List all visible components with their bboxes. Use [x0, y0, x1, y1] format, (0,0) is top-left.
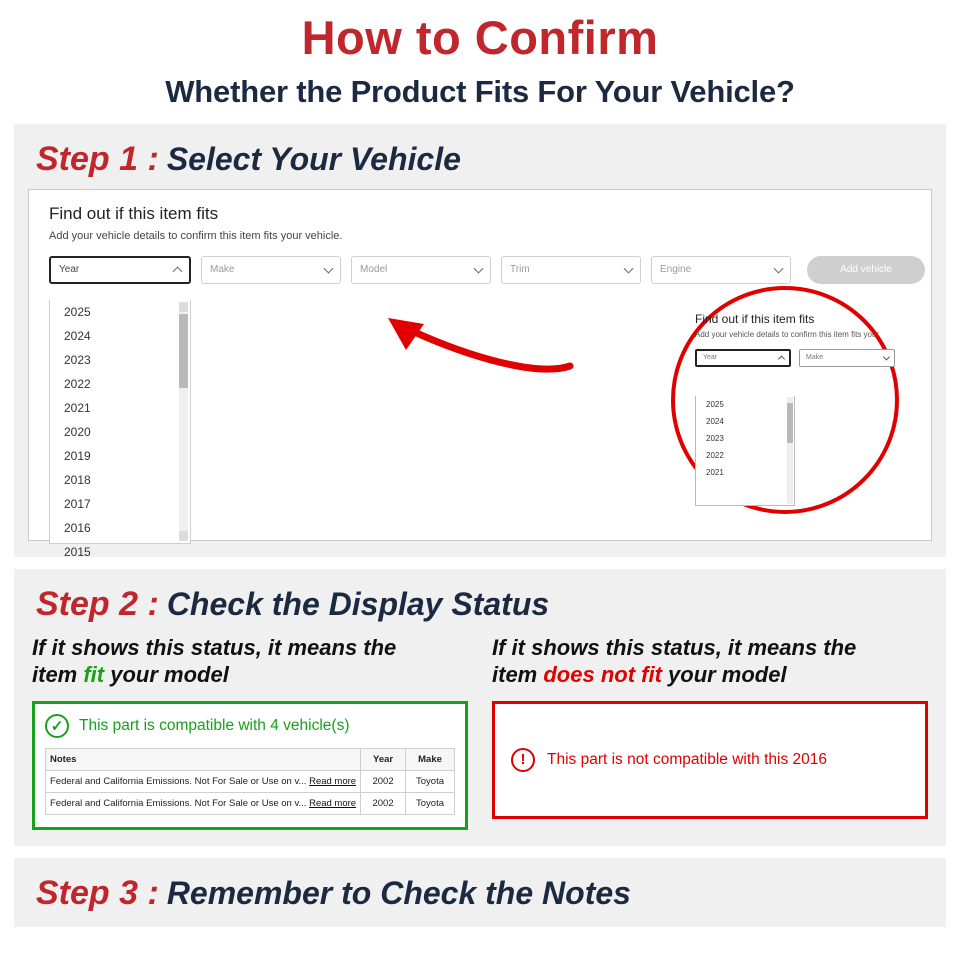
step-3-block — [14, 858, 946, 927]
year-select-label: Year — [59, 264, 80, 276]
list-item[interactable]: 2023 — [706, 433, 724, 443]
list-item[interactable]: 2018 — [64, 472, 91, 487]
magnified-panel-subtitle: Add your vehicle details to confirm this item fits your — [695, 329, 880, 339]
not-fit-heading-post: your model — [661, 662, 787, 688]
fit-heading-post: your model — [104, 662, 229, 688]
list-item[interactable]: 2019 — [64, 448, 91, 463]
compatible-status-box — [32, 701, 468, 830]
make-select[interactable] — [201, 256, 341, 284]
magnified-panel-title: Find out if this item fits — [695, 311, 815, 326]
step-3-heading — [28, 868, 932, 913]
read-more-link[interactable]: Read more — [309, 797, 357, 809]
list-item[interactable]: 2020 — [64, 424, 91, 439]
not-fit-heading-pre: item — [492, 662, 544, 688]
list-item[interactable]: 2022 — [706, 450, 724, 460]
chevron-up-icon — [173, 266, 183, 276]
magnified-view — [671, 286, 899, 514]
fit-column-heading — [32, 634, 468, 689]
magnified-make-select[interactable] — [799, 349, 895, 367]
table-row — [46, 770, 455, 792]
trim-select[interactable] — [501, 256, 641, 284]
not-fit-heading-emphasis: does not fit — [543, 662, 662, 688]
fit-heading-line-2 — [32, 661, 468, 689]
check-circle-icon: ✓ — [45, 714, 69, 738]
engine-select[interactable] — [651, 256, 791, 284]
vehicle-selector-row — [29, 242, 931, 284]
list-item[interactable]: 2016 — [64, 520, 91, 535]
cell-notes — [46, 770, 361, 792]
not-compatible-status-box — [492, 701, 928, 819]
page-subtitle: Whether the Product Fits For Your Vehicle? — [165, 73, 795, 109]
not-fit-column — [492, 634, 928, 830]
fitment-panel-title: Find out if this item fits — [49, 203, 219, 223]
list-item[interactable]: 2015 — [64, 544, 91, 559]
make-select-label: Make — [210, 264, 235, 276]
compatibility-table — [45, 748, 455, 815]
year-select[interactable] — [49, 256, 191, 284]
list-item[interactable]: 2017 — [64, 496, 91, 511]
list-item[interactable]: 2021 — [64, 400, 91, 415]
not-fit-heading-line-2 — [492, 661, 928, 689]
fit-heading-pre: item — [32, 662, 84, 688]
step-2-heading — [28, 579, 932, 634]
step-2-title: Check the Display Status — [166, 585, 550, 622]
chevron-down-icon — [324, 263, 334, 273]
engine-select-label: Engine — [660, 264, 692, 276]
cell-make: Toyota — [406, 770, 455, 792]
compatible-message: This part is compatible with 4 vehicle(s) — [79, 716, 350, 734]
column-header-notes: Notes — [46, 748, 361, 770]
chevron-up-icon — [778, 355, 785, 362]
column-header-year: Year — [361, 748, 406, 770]
magnified-year-select[interactable] — [695, 349, 791, 367]
chevron-down-icon — [624, 263, 634, 273]
list-item[interactable]: 2021 — [706, 467, 724, 477]
list-item[interactable]: 2024 — [64, 328, 91, 343]
status-columns — [28, 634, 932, 830]
pointer-arrow-icon — [384, 308, 574, 378]
step-3-number: Step 3 : — [36, 873, 159, 912]
fit-heading-emphasis: fit — [83, 662, 105, 688]
table-row — [46, 792, 455, 814]
read-more-link[interactable]: Read more — [309, 775, 357, 787]
cell-year: 2002 — [361, 770, 406, 792]
list-item[interactable]: 2024 — [706, 416, 724, 426]
magnified-make-label: Make — [806, 354, 824, 362]
not-fit-heading-line-1: If it shows this status, it means the — [492, 634, 857, 660]
list-item[interactable]: 2022 — [64, 376, 91, 391]
chevron-down-icon — [883, 353, 890, 360]
cell-year: 2002 — [361, 792, 406, 814]
chevron-down-icon — [774, 263, 784, 273]
dropdown-scrollbar[interactable] — [179, 302, 188, 541]
add-vehicle-button[interactable]: Add vehicle — [807, 256, 925, 284]
step-3-title: Remember to Check the Notes — [166, 874, 631, 911]
cell-notes — [46, 792, 361, 814]
step-1-number: Step 1 : — [36, 139, 159, 178]
step-1-heading — [28, 134, 932, 189]
list-item[interactable]: 2025 — [706, 399, 724, 409]
year-dropdown-list[interactable] — [49, 300, 191, 559]
magnified-scrollbar[interactable] — [787, 397, 793, 504]
not-compatible-message: This part is not compatible with this 2016 — [547, 750, 827, 768]
table-header-row — [46, 748, 455, 770]
step-1-title: Select Your Vehicle — [166, 140, 461, 177]
magnified-year-dropdown[interactable] — [695, 396, 795, 506]
fitment-panel-subtitle: Add your vehicle details to confirm this item fits your vehicle. — [49, 229, 343, 242]
list-item[interactable]: 2025 — [64, 304, 91, 319]
notes-text: Federal and California Emissions. Not For Sale or Use on v... — [50, 797, 307, 809]
model-select[interactable] — [351, 256, 491, 284]
scroll-up-arrow-icon[interactable] — [179, 302, 188, 312]
cell-make: Toyota — [406, 792, 455, 814]
page-title: How to Confirm — [301, 11, 659, 64]
column-header-make: Make — [406, 748, 455, 770]
fitment-panel — [28, 189, 932, 559]
step-2-block — [14, 569, 946, 846]
scrollbar-thumb[interactable] — [179, 314, 188, 388]
compatible-status-line — [45, 714, 455, 738]
magnified-year-label: Year — [703, 354, 718, 362]
list-item[interactable]: 2023 — [64, 352, 91, 367]
scroll-down-arrow-icon[interactable] — [179, 531, 188, 541]
fit-column — [32, 634, 468, 830]
not-fit-column-heading — [492, 634, 928, 689]
model-select-label: Model — [360, 264, 388, 276]
magnified-selector-row — [675, 339, 895, 367]
step-2-number: Step 2 : — [36, 584, 159, 623]
page-header — [0, 0, 960, 110]
fit-heading-line-1: If it shows this status, it means the — [32, 634, 397, 660]
notes-text: Federal and California Emissions. Not For Sale or Use on v... — [50, 775, 307, 787]
trim-select-label: Trim — [510, 264, 530, 276]
chevron-down-icon — [474, 263, 484, 273]
step-1-block — [14, 124, 946, 557]
scrollbar-thumb[interactable] — [787, 403, 793, 443]
exclamation-circle-icon: ! — [511, 748, 535, 772]
